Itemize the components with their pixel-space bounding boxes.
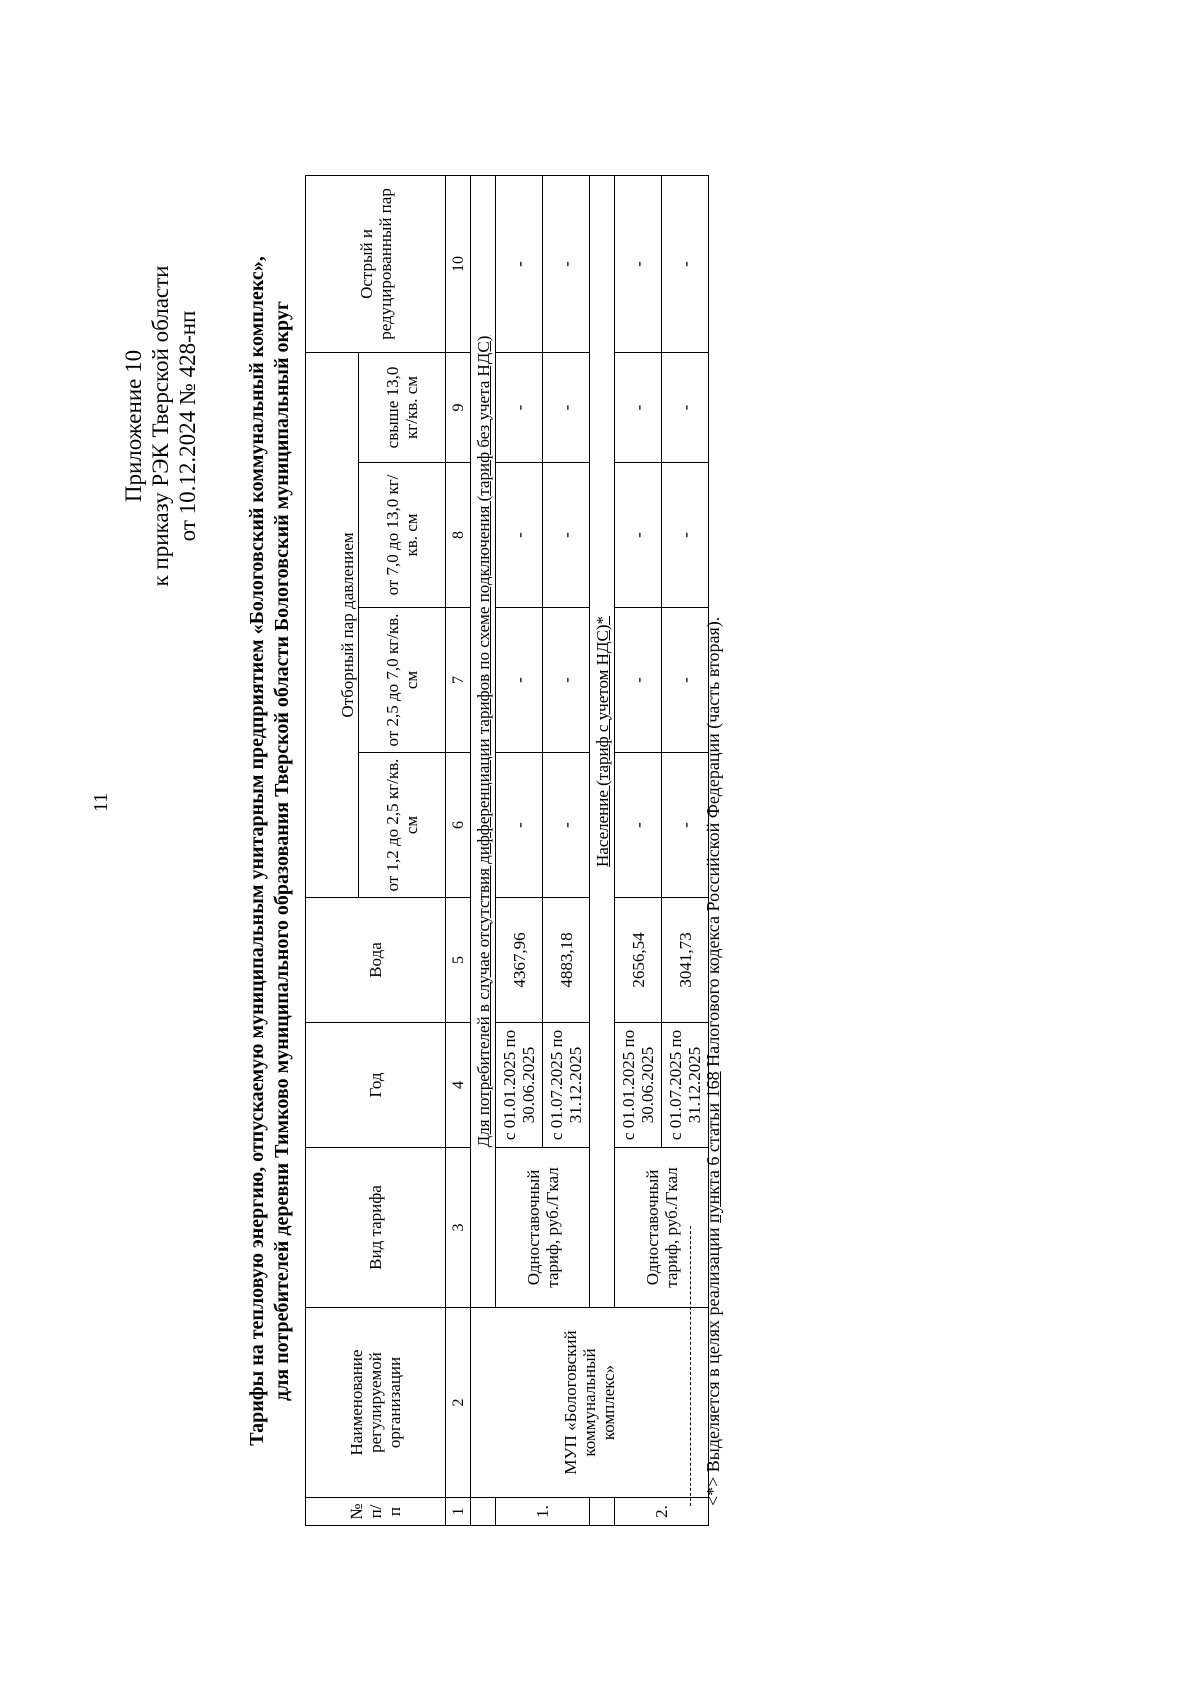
- pressure-4-cell: -: [543, 352, 590, 462]
- pressure-1-cell: -: [615, 753, 662, 898]
- col-number: 1: [446, 1498, 471, 1526]
- footnote: [703, 617, 724, 1506]
- tariff-table: [305, 175, 709, 1526]
- pressure-2-cell: -: [662, 608, 709, 753]
- sharp-steam-cell: -: [615, 175, 662, 352]
- document-title: [245, 176, 295, 1526]
- pressure-4-cell: -: [662, 352, 709, 462]
- water-cell: 4883,18: [543, 898, 590, 1023]
- sharp-steam-cell: -: [496, 175, 543, 352]
- header-pressure-3: от 7,0 до 13,0 кг/кв. см: [359, 463, 446, 608]
- pressure-1-cell: -: [496, 753, 543, 898]
- pressure-3-cell: -: [662, 463, 709, 608]
- col-number: 2: [446, 1308, 471, 1498]
- page-number: 11: [90, 792, 112, 812]
- footnote-divider: [690, 1226, 691, 1506]
- tariff-type-cell: Одноставочный тариф, руб./Гкал: [496, 1148, 590, 1308]
- title-line-2: для потребителей деревни Тимково муниципального образования Тверской области Бологовский муниципальный округ: [271, 301, 293, 1401]
- year-cell: с 01.01.2025 по 30.06.2025: [615, 1023, 662, 1148]
- footnote-prefix: <*> Выделяется в целях реализации: [703, 1222, 723, 1506]
- col-number: 8: [446, 463, 471, 608]
- header-row: [306, 175, 359, 1525]
- pressure-2-cell: -: [615, 608, 662, 753]
- pressure-1-cell: -: [543, 753, 590, 898]
- header-year: Год: [306, 1023, 446, 1148]
- appendix-line-2: к приказу РЭК Тверской области: [148, 265, 173, 587]
- sharp-steam-cell: -: [662, 175, 709, 352]
- header-org: Наименование регулируемой организации: [306, 1308, 446, 1498]
- row-num: 2.: [615, 1498, 709, 1526]
- section-row-1: [471, 175, 496, 1525]
- pressure-4-cell: -: [615, 352, 662, 462]
- col-number: 6: [446, 753, 471, 898]
- col-number: 5: [446, 898, 471, 1023]
- column-numbers-row: [446, 175, 471, 1525]
- header-water: Вода: [306, 898, 446, 1023]
- pressure-2-cell: -: [543, 608, 590, 753]
- pressure-1-cell: -: [662, 753, 709, 898]
- header-pressure-2: от 2,5 до 7,0 кг/кв. см: [359, 608, 446, 753]
- footnote-law-link[interactable]: пункта 6 статьи 168: [703, 1071, 723, 1223]
- org-name-cell: МУП «Бологовский коммунальный комплекс»: [471, 1308, 709, 1498]
- col-number: 9: [446, 352, 471, 462]
- tariff-type-cell: Одноставочный тариф, руб./Гкал: [615, 1148, 709, 1308]
- pressure-3-cell: -: [615, 463, 662, 608]
- appendix-header: [120, 166, 201, 686]
- pressure-4-cell: -: [496, 352, 543, 462]
- section-1-label: Для потребителей в случае отсутствия дифференциации тарифов по схеме подключения (тариф без учета НДС): [471, 175, 496, 1307]
- col-number: 7: [446, 608, 471, 753]
- water-cell: 2656,54: [615, 898, 662, 1023]
- year-cell: с 01.07.2025 по 31.12.2025: [662, 1023, 709, 1148]
- empty-cell: [471, 1498, 496, 1526]
- col-number: 4: [446, 1023, 471, 1148]
- header-tariff-type: Вид тарифа: [306, 1148, 446, 1308]
- header-pressure-1: от 1,2 до 2,5 кг/кв. см: [359, 753, 446, 898]
- water-cell: 4367,96: [496, 898, 543, 1023]
- appendix-line-1: Приложение 10: [121, 349, 146, 503]
- empty-cell: [590, 1498, 615, 1526]
- row-num: 1.: [496, 1498, 590, 1526]
- col-number: 3: [446, 1148, 471, 1308]
- footnote-suffix: Налогового кодекса Российской Федерации (часть вторая).: [703, 616, 723, 1072]
- section-2-label: Население (тариф с учетом НДС)*: [590, 175, 615, 1307]
- year-cell: с 01.01.2025 по 30.06.2025: [496, 1023, 543, 1148]
- header-sharp-steam: Острый и редуцированный пар: [306, 175, 446, 352]
- header-steam-group: Отборный пар давлением: [306, 352, 359, 897]
- pressure-3-cell: -: [543, 463, 590, 608]
- pressure-3-cell: -: [496, 463, 543, 608]
- year-cell: с 01.07.2025 по 31.12.2025: [543, 1023, 590, 1148]
- pressure-2-cell: -: [496, 608, 543, 753]
- water-cell: 3041,73: [662, 898, 709, 1023]
- title-line-1: Тарифы на тепловую энергию, отпускаемую муниципальным унитарным предприятием «Бологовский коммунальный комплекс»,: [246, 256, 268, 1446]
- col-number: 10: [446, 175, 471, 352]
- appendix-line-3: от 10.12.2024 № 428-нп: [175, 310, 200, 542]
- header-pressure-4: свыше 13,0 кг/кв. см: [359, 352, 446, 462]
- sharp-steam-cell: -: [543, 175, 590, 352]
- header-num: № п/п: [306, 1498, 446, 1526]
